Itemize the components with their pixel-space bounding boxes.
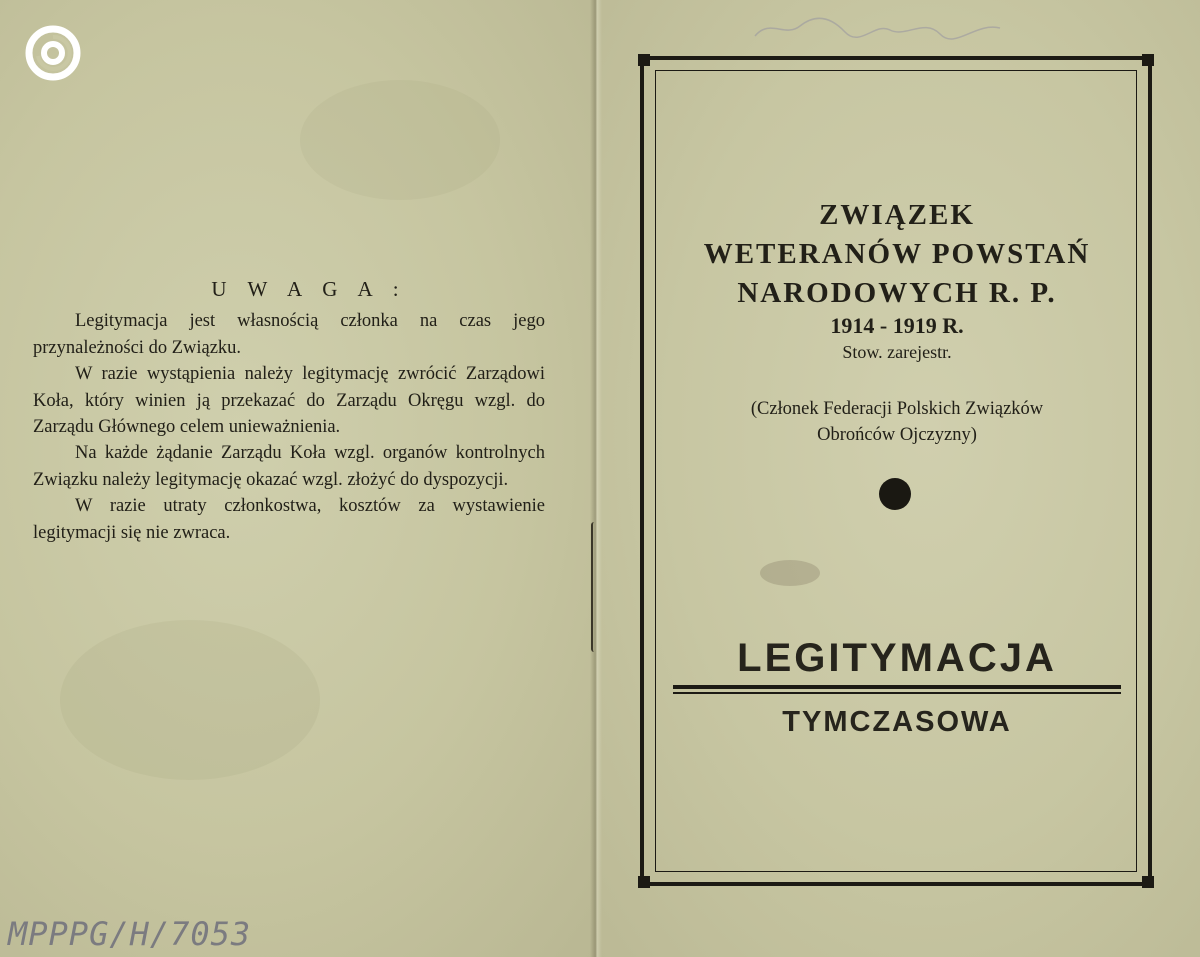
membership-line: Obrońców Ojczyzny) (817, 425, 977, 445)
title-underline (673, 685, 1121, 689)
notice-heading: U W A G A : (211, 277, 407, 301)
document-title: LEGITYMACJA (737, 636, 1057, 680)
federation-membership (660, 396, 1134, 448)
frame-corner (638, 54, 650, 66)
notice-section (33, 276, 545, 546)
cover-frame-inner (655, 70, 1137, 872)
title-underline-thin (673, 692, 1121, 694)
org-line: NARODOWYCH R. P. (737, 277, 1057, 309)
spiral-logo-icon (24, 24, 82, 82)
pencil-scribble (750, 8, 1010, 48)
punch-hole-dot (879, 478, 911, 510)
organization-name (660, 196, 1134, 313)
center-fold (590, 0, 602, 957)
frame-corner (1142, 876, 1154, 888)
organization-years: 1914 - 1919 R. (830, 313, 964, 338)
notice-paragraph: Legitymacja jest własnością członka na czas jego przynależności do Związku. (33, 311, 545, 358)
frame-corner (638, 876, 650, 888)
archive-mark: MPPPG/H/7053 (8, 915, 252, 953)
registration-note: Stow. zarejestr. (842, 342, 952, 362)
org-line: ZWIĄZEK (819, 199, 975, 231)
notice-paragraph: Na każde żądanie Zarządu Koła wzgl. organów kontrolnych Związku należy legitymację okazać wzgl. złożyć do dyspozycji. (33, 443, 545, 490)
paper-stain (60, 620, 320, 780)
document-subtitle: TYMCZASOWA (782, 706, 1012, 738)
membership-line: (Członek Federacji Polskich Związków (750, 399, 1044, 419)
notice-paragraph: W razie utraty członkostwa, kosztów za wystawienie legitymacji się nie zwraca. (33, 496, 545, 543)
notice-paragraph: W razie wystąpienia należy legitymację zwrócić Zarządowi Koła, który winien ją przekazać do Zarządu Okręgu wzgl. do Zarządu Głównego celem unieważnienia. (33, 364, 545, 438)
paper-stain (300, 80, 500, 200)
binding-thread (591, 522, 598, 652)
frame-corner (1142, 54, 1154, 66)
org-line: WETERANÓW POWSTAŃ (703, 238, 1091, 270)
